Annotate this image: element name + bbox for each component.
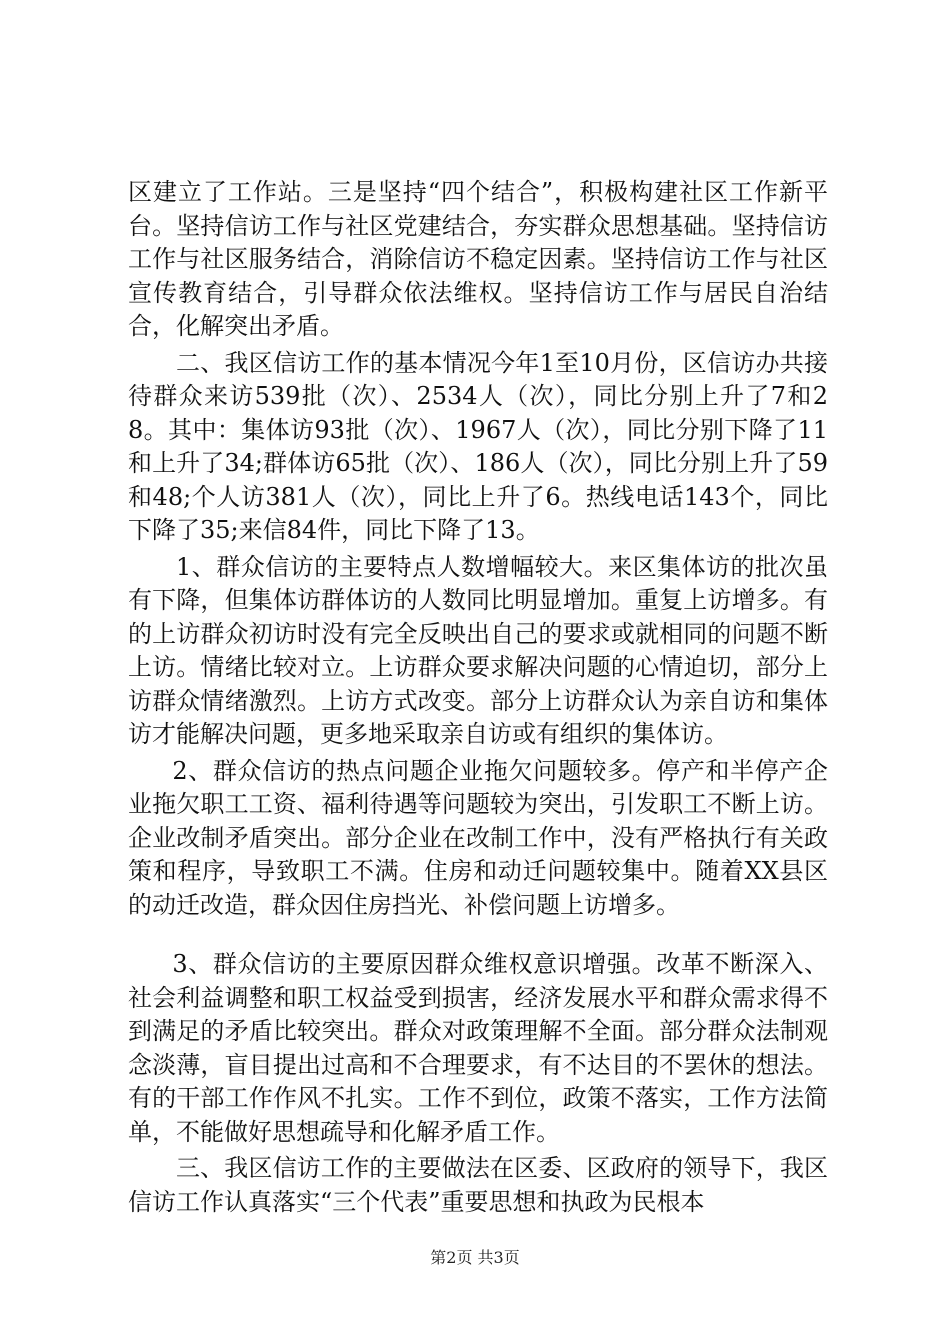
paragraph-section-two: 二、我区信访工作的基本情况今年1至10月份，区信访办共接待群众来访539批（次）、2534人（次），同比分别上升了7和28。其中：集体访93批（次）、1967人（次），同比分别下降了11和上升了34;群体访65批（次）、186人（次），同比分别上升了59和48;个人访381人（次），同比上升了6。热线电话143个，同比下降了35;来信84件，同比下降了13。 <box>128 348 828 544</box>
paragraph-continuation: 区建立了工作站。三是坚持“四个结合”，积极构建社区工作新平台。坚持信访工作与社区党建结合，夯实群众思想基础。坚持信访工作与社区服务结合，消除信访不稳定因素。坚持信访工作与社区宣传教育结合，引导群众依法维权。坚持信访工作与居民自治结合，化解突出矛盾。 <box>128 178 828 340</box>
paragraph-point-three: 3、群众信访的主要原因群众维权意识增强。改革不断深入、社会利益调整和职工权益受到损害，经济发展水平和群众需求得不到满足的矛盾比较突出。群众对政策理解不全面。部分群众法制观念淡薄，盲目提出过高和不合理要求，有不达目的不罢休的想法。有的干部工作作风不扎实。工作不到位，政策不落实，工作方法简单，不能做好思想疏导和化解矛盾工作。 <box>128 950 828 1146</box>
page-footer: 第2页 共3页 <box>430 1248 520 1267</box>
paragraph-section-three: 三、我区信访工作的主要做法在区委、区政府的领导下，我区信访工作认真落实“三个代表”重要思想和执政为民根本 <box>128 1154 828 1216</box>
paragraph-point-one: 1、群众信访的主要特点人数增幅较大。来区集体访的批次虽有下降，但集体访群体访的人数同比明显增加。重复上访增多。有的上访群众初访时没有完全反映出自己的要求或就相同的问题不断上访。情绪比较对立。上访群众要求解决问题的心情迫切，部分上访群众情绪激烈。上访方式改变。部分上访群众认为亲自访和集体访才能解决问题，更多地采取亲自访或有组织的集体访。 <box>128 552 828 748</box>
paragraph-point-two: 2、群众信访的热点问题企业拖欠问题较多。停产和半停产企业拖欠职工工资、福利待遇等问题较为突出，引发职工不断上访。企业改制矛盾突出。部分企业在改制工作中，没有严格执行有关政策和程序，导致职工不满。住房和动迁问题较集中。随着XX县区的动迁改造，群众因住房挡光、补偿问题上访增多。 <box>128 756 828 919</box>
document-body <box>128 176 828 1219</box>
